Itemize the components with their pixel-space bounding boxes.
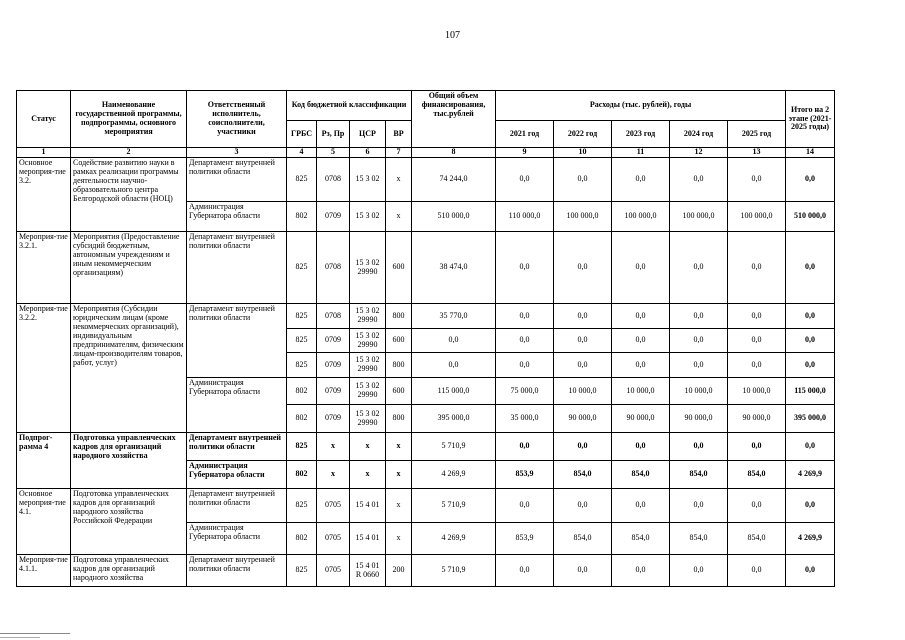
budget-table bbox=[16, 90, 835, 587]
cell-csr: 15 3 02 bbox=[350, 158, 386, 202]
cell-total-funding: 35 770,0 bbox=[412, 304, 496, 329]
cell-grbs: 825 bbox=[287, 555, 317, 587]
cell-2024: 854,0 bbox=[670, 523, 728, 555]
cell-2024: 0,0 bbox=[670, 353, 728, 378]
cell-rzpr: х bbox=[317, 433, 350, 461]
cell-2024: 0,0 bbox=[670, 158, 728, 202]
header-status: Статус bbox=[17, 91, 71, 148]
row-name: Мероприятия (Субсидии юридическим лицам (кроме некоммерческих организаций), индивидуальным предпринимателям, физическим лицам-производителям товаров, работ, услуг) bbox=[71, 304, 187, 433]
column-number: 13 bbox=[728, 148, 786, 158]
header-y2024: 2024 год bbox=[670, 121, 728, 148]
cell-2022: 0,0 bbox=[554, 329, 612, 353]
table-row bbox=[17, 489, 835, 523]
cell-stage-total: 0,0 bbox=[786, 489, 835, 523]
cell-total-funding: 5 710,9 bbox=[412, 489, 496, 523]
cell-csr: 15 4 01 R 0660 bbox=[350, 555, 386, 587]
cell-2023: 0,0 bbox=[612, 433, 670, 461]
cell-2024: 854,0 bbox=[670, 461, 728, 489]
cell-2022: 854,0 bbox=[554, 523, 612, 555]
table-row bbox=[17, 158, 835, 202]
header-y2021: 2021 год bbox=[496, 121, 554, 148]
cell-grbs: 802 bbox=[287, 378, 317, 405]
header-rzpr: Рз, Пр bbox=[317, 121, 350, 148]
column-number: 4 bbox=[287, 148, 317, 158]
header-vr: ВР bbox=[386, 121, 412, 148]
column-number: 14 bbox=[786, 148, 835, 158]
row-status: Основное мероприя-тие 3.2. bbox=[17, 158, 71, 232]
column-number: 1 bbox=[17, 148, 71, 158]
cell-vr: 200 bbox=[386, 555, 412, 587]
cell-total-funding: 5 710,9 bbox=[412, 433, 496, 461]
cell-total-funding: 115 000,0 bbox=[412, 378, 496, 405]
cell-csr: 15 3 02 bbox=[350, 202, 386, 232]
cell-2022: 0,0 bbox=[554, 555, 612, 587]
cell-2025: 854,0 bbox=[728, 461, 786, 489]
cell-vr: х bbox=[386, 523, 412, 555]
cell-2025: 10 000,0 bbox=[728, 378, 786, 405]
cell-csr: 15 4 01 bbox=[350, 489, 386, 523]
cell-rzpr: 0709 bbox=[317, 405, 350, 433]
cell-2022: 0,0 bbox=[554, 304, 612, 329]
column-number: 8 bbox=[412, 148, 496, 158]
cell-grbs: 825 bbox=[287, 433, 317, 461]
row-executor: Департамент внутренней политики области bbox=[187, 433, 287, 461]
cell-2025: 0,0 bbox=[728, 353, 786, 378]
cell-2021: 853,9 bbox=[496, 523, 554, 555]
column-number: 2 bbox=[71, 148, 187, 158]
cell-2024: 0,0 bbox=[670, 489, 728, 523]
cell-2021: 110 000,0 bbox=[496, 202, 554, 232]
header-y2025: 2025 год bbox=[728, 121, 786, 148]
cell-stage-total: 4 269,9 bbox=[786, 461, 835, 489]
column-number: 11 bbox=[612, 148, 670, 158]
row-status: Мероприя-тие 3.2.1. bbox=[17, 232, 71, 304]
row-executor: Департамент внутренней политики области bbox=[187, 232, 287, 304]
cell-vr: х bbox=[386, 158, 412, 202]
cell-total-funding: 74 244,0 bbox=[412, 158, 496, 202]
cell-2022: 10 000,0 bbox=[554, 378, 612, 405]
row-name: Подготовка управленческих кадров для организаций народного хозяйства bbox=[71, 555, 187, 587]
cell-2024: 0,0 bbox=[670, 304, 728, 329]
cell-2021: 35 000,0 bbox=[496, 405, 554, 433]
cell-csr: 15 4 01 bbox=[350, 523, 386, 555]
scan-edge-line bbox=[0, 633, 70, 634]
cell-2023: 0,0 bbox=[612, 353, 670, 378]
cell-stage-total: 0,0 bbox=[786, 555, 835, 587]
cell-2023: 0,0 bbox=[612, 329, 670, 353]
cell-total-funding: 4 269,9 bbox=[412, 461, 496, 489]
cell-total-funding: 510 000,0 bbox=[412, 202, 496, 232]
column-number-row bbox=[17, 148, 835, 158]
row-executor: Администрация Губернатора области bbox=[187, 461, 287, 489]
cell-2023: 854,0 bbox=[612, 523, 670, 555]
row-name: Подготовка управленческих кадров для организаций народного хозяйства Российской Федерации bbox=[71, 489, 187, 555]
cell-2025: 854,0 bbox=[728, 523, 786, 555]
cell-grbs: 825 bbox=[287, 158, 317, 202]
header-budget-code: Код бюджетной классификации bbox=[287, 91, 412, 121]
cell-csr: 15 3 02 29990 bbox=[350, 329, 386, 353]
cell-2024: 10 000,0 bbox=[670, 378, 728, 405]
page-number: 107 bbox=[445, 30, 460, 41]
cell-total-funding: 0,0 bbox=[412, 353, 496, 378]
header-total-funding: Общий объем финансирования, тыс.рублей bbox=[412, 91, 496, 148]
header-expenses: Расходы (тыс. рублей), годы bbox=[496, 91, 786, 121]
cell-grbs: 825 bbox=[287, 329, 317, 353]
cell-rzpr: 0709 bbox=[317, 329, 350, 353]
cell-2025: 0,0 bbox=[728, 232, 786, 304]
column-number: 10 bbox=[554, 148, 612, 158]
cell-stage-total: 4 269,9 bbox=[786, 523, 835, 555]
cell-vr: 600 bbox=[386, 378, 412, 405]
cell-2024: 0,0 bbox=[670, 232, 728, 304]
cell-rzpr: 0708 bbox=[317, 158, 350, 202]
row-status: Мероприя-тие 4.1.1. bbox=[17, 555, 71, 587]
column-number: 12 bbox=[670, 148, 728, 158]
column-number: 5 bbox=[317, 148, 350, 158]
cell-rzpr: 0709 bbox=[317, 202, 350, 232]
row-name: Содействие развитию науки в рамках реализации программы деятельности научно- образовательного центра Белгородской области (НОЦ) bbox=[71, 158, 187, 232]
cell-2023: 90 000,0 bbox=[612, 405, 670, 433]
row-status: Мероприя-тие 3.2.2. bbox=[17, 304, 71, 433]
cell-rzpr: 0705 bbox=[317, 523, 350, 555]
row-executor: Департамент внутренней политики области bbox=[187, 158, 287, 202]
cell-2022: 0,0 bbox=[554, 353, 612, 378]
cell-vr: х bbox=[386, 489, 412, 523]
cell-2023: 854,0 bbox=[612, 461, 670, 489]
cell-vr: х bbox=[386, 461, 412, 489]
cell-rzpr: 0709 bbox=[317, 353, 350, 378]
cell-2023: 0,0 bbox=[612, 304, 670, 329]
cell-stage-total: 115 000,0 bbox=[786, 378, 835, 405]
row-status: Подпрог-рамма 4 bbox=[17, 433, 71, 489]
cell-2025: 0,0 bbox=[728, 158, 786, 202]
cell-2025: 0,0 bbox=[728, 433, 786, 461]
cell-csr: 15 3 02 29990 bbox=[350, 405, 386, 433]
header-csr: ЦСР bbox=[350, 121, 386, 148]
cell-2025: 0,0 bbox=[728, 329, 786, 353]
cell-grbs: 802 bbox=[287, 523, 317, 555]
cell-vr: 800 bbox=[386, 405, 412, 433]
cell-csr: 15 3 02 29990 bbox=[350, 232, 386, 304]
cell-vr: 600 bbox=[386, 232, 412, 304]
cell-grbs: 802 bbox=[287, 405, 317, 433]
header-executor: Ответственный исполнитель, соисполнители, участники bbox=[187, 91, 287, 148]
scan-edge-line bbox=[0, 637, 40, 638]
cell-2022: 0,0 bbox=[554, 158, 612, 202]
cell-vr: 800 bbox=[386, 304, 412, 329]
cell-2025: 0,0 bbox=[728, 304, 786, 329]
row-name: Мероприятия (Предоставление субсидий бюджетным, автономным учреждениям и иным некоммерческим организациям) bbox=[71, 232, 187, 304]
cell-2021: 0,0 bbox=[496, 433, 554, 461]
header-name: Наименование государственной программы, подпрограммы, основного мероприятия bbox=[71, 91, 187, 148]
cell-2022: 100 000,0 bbox=[554, 202, 612, 232]
cell-rzpr: 0708 bbox=[317, 232, 350, 304]
cell-2025: 100 000,0 bbox=[728, 202, 786, 232]
header-y2022: 2022 год bbox=[554, 121, 612, 148]
cell-2023: 0,0 bbox=[612, 158, 670, 202]
cell-2024: 0,0 bbox=[670, 433, 728, 461]
cell-grbs: 802 bbox=[287, 461, 317, 489]
row-executor: Департамент внутренней политики области bbox=[187, 304, 287, 378]
column-number: 6 bbox=[350, 148, 386, 158]
cell-rzpr: х bbox=[317, 461, 350, 489]
cell-2023: 0,0 bbox=[612, 555, 670, 587]
row-name: Подготовка управленческих кадров для организаций народного хозяйства bbox=[71, 433, 187, 489]
column-number: 7 bbox=[386, 148, 412, 158]
cell-total-funding: 4 269,9 bbox=[412, 523, 496, 555]
row-executor: Администрация Губернатора области bbox=[187, 523, 287, 555]
cell-grbs: 825 bbox=[287, 353, 317, 378]
cell-2023: 0,0 bbox=[612, 232, 670, 304]
cell-2023: 100 000,0 bbox=[612, 202, 670, 232]
cell-2024: 0,0 bbox=[670, 555, 728, 587]
cell-2021: 0,0 bbox=[496, 158, 554, 202]
cell-2025: 0,0 bbox=[728, 555, 786, 587]
cell-stage-total: 510 000,0 bbox=[786, 202, 835, 232]
row-executor: Администрация Губернатора области bbox=[187, 378, 287, 433]
cell-stage-total: 0,0 bbox=[786, 304, 835, 329]
cell-2021: 853,9 bbox=[496, 461, 554, 489]
row-executor: Департамент внутренней политики области bbox=[187, 555, 287, 587]
table-row bbox=[17, 232, 835, 304]
cell-grbs: 825 bbox=[287, 489, 317, 523]
cell-rzpr: 0708 bbox=[317, 304, 350, 329]
row-executor: Департамент внутренней политики области bbox=[187, 489, 287, 523]
cell-vr: х bbox=[386, 433, 412, 461]
cell-stage-total: 0,0 bbox=[786, 433, 835, 461]
cell-csr: х bbox=[350, 433, 386, 461]
table-row bbox=[17, 433, 835, 461]
cell-vr: 800 bbox=[386, 353, 412, 378]
header-stage-total: Итого на 2 этапе (2021-2025 годы) bbox=[786, 91, 835, 148]
cell-2022: 854,0 bbox=[554, 461, 612, 489]
cell-2021: 0,0 bbox=[496, 353, 554, 378]
cell-csr: х bbox=[350, 461, 386, 489]
cell-2021: 0,0 bbox=[496, 232, 554, 304]
cell-2025: 0,0 bbox=[728, 489, 786, 523]
row-status: Основное мероприя-тие 4.1. bbox=[17, 489, 71, 555]
cell-2023: 10 000,0 bbox=[612, 378, 670, 405]
column-number: 3 bbox=[187, 148, 287, 158]
cell-2022: 0,0 bbox=[554, 433, 612, 461]
cell-stage-total: 0,0 bbox=[786, 329, 835, 353]
cell-stage-total: 0,0 bbox=[786, 353, 835, 378]
row-executor: Администрация Губернатора области bbox=[187, 202, 287, 232]
cell-total-funding: 395 000,0 bbox=[412, 405, 496, 433]
cell-grbs: 825 bbox=[287, 232, 317, 304]
cell-2024: 100 000,0 bbox=[670, 202, 728, 232]
cell-2021: 0,0 bbox=[496, 304, 554, 329]
column-number: 9 bbox=[496, 148, 554, 158]
cell-rzpr: 0709 bbox=[317, 378, 350, 405]
cell-total-funding: 38 474,0 bbox=[412, 232, 496, 304]
cell-total-funding: 5 710,9 bbox=[412, 555, 496, 587]
cell-grbs: 802 bbox=[287, 202, 317, 232]
cell-vr: х bbox=[386, 202, 412, 232]
cell-csr: 15 3 02 29990 bbox=[350, 304, 386, 329]
cell-2021: 0,0 bbox=[496, 555, 554, 587]
cell-rzpr: 0705 bbox=[317, 555, 350, 587]
cell-2022: 0,0 bbox=[554, 489, 612, 523]
cell-2021: 75 000,0 bbox=[496, 378, 554, 405]
cell-2024: 90 000,0 bbox=[670, 405, 728, 433]
cell-stage-total: 395 000,0 bbox=[786, 405, 835, 433]
cell-rzpr: 0705 bbox=[317, 489, 350, 523]
header-y2023: 2023 год bbox=[612, 121, 670, 148]
header-grbs: ГРБС bbox=[287, 121, 317, 148]
cell-stage-total: 0,0 bbox=[786, 232, 835, 304]
cell-stage-total: 0,0 bbox=[786, 158, 835, 202]
cell-2023: 0,0 bbox=[612, 489, 670, 523]
cell-2022: 90 000,0 bbox=[554, 405, 612, 433]
cell-grbs: 825 bbox=[287, 304, 317, 329]
cell-2021: 0,0 bbox=[496, 489, 554, 523]
cell-csr: 15 3 02 29990 bbox=[350, 353, 386, 378]
table-row bbox=[17, 555, 835, 587]
cell-2021: 0,0 bbox=[496, 329, 554, 353]
cell-2022: 0,0 bbox=[554, 232, 612, 304]
cell-2025: 90 000,0 bbox=[728, 405, 786, 433]
cell-total-funding: 0,0 bbox=[412, 329, 496, 353]
cell-csr: 15 3 02 29990 bbox=[350, 378, 386, 405]
cell-2024: 0,0 bbox=[670, 329, 728, 353]
cell-vr: 600 bbox=[386, 329, 412, 353]
table-row bbox=[17, 304, 835, 329]
